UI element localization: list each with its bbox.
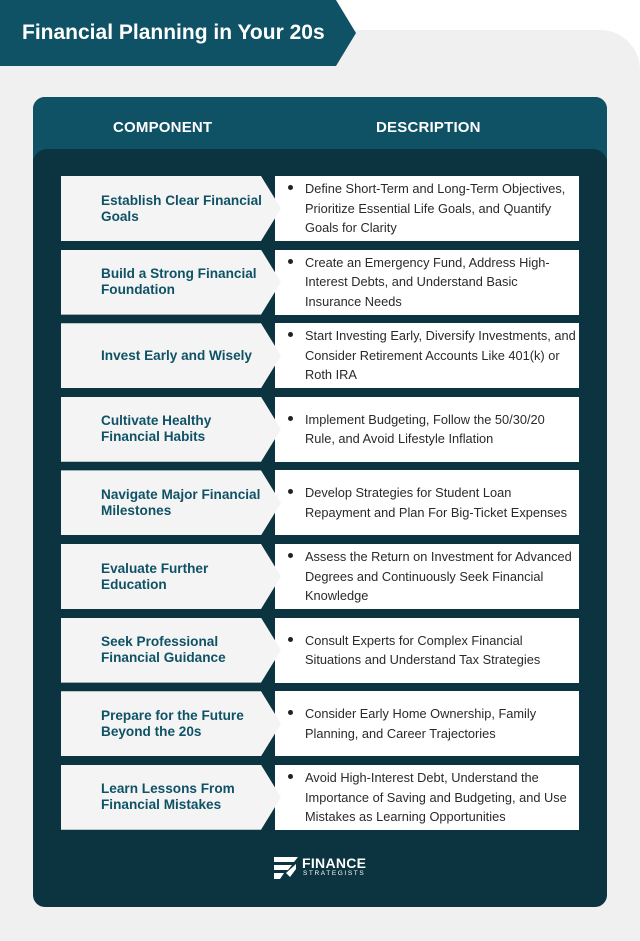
component-label: Learn Lessons From Financial Mistakes <box>101 781 235 813</box>
component-label: Build a Strong Financial Foundation <box>101 266 257 298</box>
description-text: Avoid High-Interest Debt, Understand the Importance of Saving and Budgeting, and Use Mistakes as Learning Opportunities <box>305 770 567 825</box>
table-card <box>33 97 607 907</box>
column-header-description: DESCRIPTION <box>376 119 481 136</box>
bullet-icon <box>288 553 293 558</box>
bullet-icon <box>288 332 293 337</box>
finance-strategists-logo-icon <box>274 855 298 881</box>
description-text: Create an Emergency Fund, Address High-Interest Debts, and Understand Basic Insurance Needs <box>305 254 550 309</box>
description-item <box>288 176 576 241</box>
component-label: Cultivate Healthy Financial Habits <box>101 413 212 445</box>
column-header-component: COMPONENT <box>113 119 213 136</box>
description-text: Develop Strategies for Student Loan Repayment and Plan For Big-Ticket Expenses <box>305 485 567 520</box>
page-title: Financial Planning in Your 20s <box>22 21 325 44</box>
description-item <box>288 618 576 683</box>
table-row <box>61 250 579 315</box>
component-label: Navigate Major Financial Milestones <box>101 486 261 518</box>
bullet-icon <box>288 489 293 494</box>
table-row <box>61 691 579 756</box>
description-item <box>288 250 576 315</box>
component-label: Prepare for the Future Beyond the 20s <box>101 707 244 739</box>
component-label: Establish Clear Financial Goals <box>101 192 262 224</box>
description-item <box>288 765 576 830</box>
description-item <box>288 397 576 462</box>
description-text: Implement Budgeting, Follow the 50/30/20 Rule, and Avoid Lifestyle Inflation <box>305 411 545 447</box>
table-row <box>61 544 579 609</box>
bullet-icon <box>288 637 293 642</box>
table-row <box>61 397 579 462</box>
bullet-icon <box>288 185 293 190</box>
description-item <box>288 470 576 535</box>
description-text: Start Investing Early, Diversify Investments, and Consider Retirement Accounts Like 401(k) or Roth IRA <box>305 328 576 383</box>
description-text: Consult Experts for Complex Financial Situations and Understand Tax Strategies <box>305 632 541 668</box>
bullet-icon <box>288 259 293 264</box>
logo-subtitle: STRATEGISTS <box>303 870 366 877</box>
component-label: Invest Early and Wisely <box>101 347 252 363</box>
description-text: Define Short-Term and Long-Term Objectives, Prioritize Essential Life Goals, and Quantify Goals for Clarity <box>305 181 566 236</box>
table-row <box>61 176 579 241</box>
component-label: Evaluate Further Education <box>101 560 209 592</box>
table-row <box>61 765 579 830</box>
finance-strategists-logo <box>274 855 374 881</box>
component-label: Seek Professional Financial Guidance <box>101 634 226 666</box>
bullet-icon <box>288 416 293 421</box>
table-row <box>61 323 579 388</box>
logo-name: FINANCE <box>302 855 367 871</box>
description-text: Assess the Return on Investment for Advanced Degrees and Continuously Seek Financial Knowledge <box>305 549 572 604</box>
description-item <box>288 691 576 756</box>
description-text: Consider Early Home Ownership, Family Planning, and Career Trajectories <box>305 706 537 741</box>
table-row <box>61 618 579 683</box>
bullet-icon <box>288 774 293 779</box>
description-item <box>288 323 576 388</box>
bullet-icon <box>288 710 293 715</box>
description-item <box>288 544 576 609</box>
table-row <box>61 470 579 535</box>
